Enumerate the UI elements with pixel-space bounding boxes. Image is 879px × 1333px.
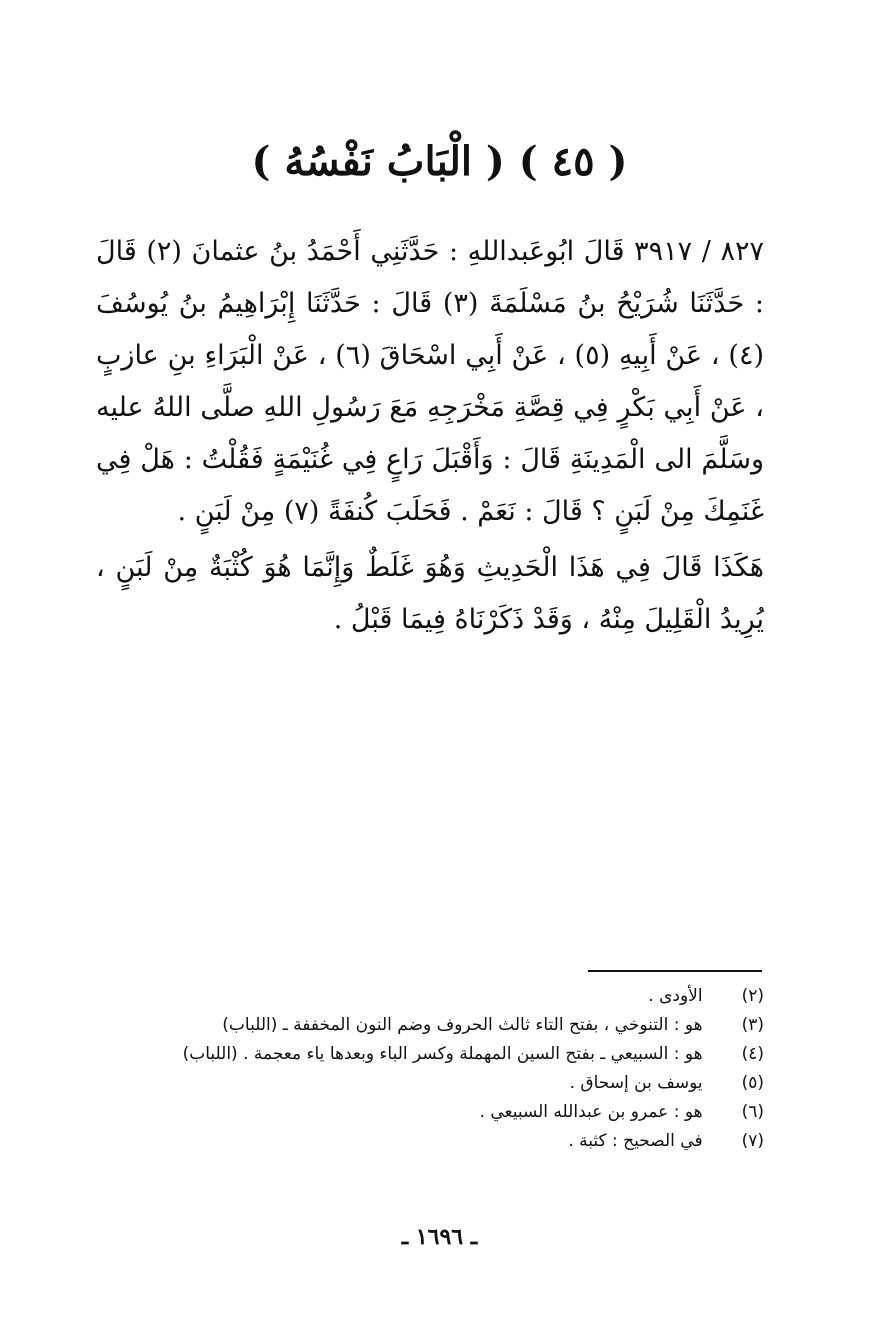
footnotes-list [96,982,764,1156]
footnote-item [96,1127,764,1156]
footnote-item [96,1011,764,1040]
footnote-number: (٥) [741,1073,764,1093]
footnote-text: هو : التنوخي ، بفتح التاء ثالث الحروف وضم النون المخففة ـ (اللباب) [222,1015,703,1035]
footnote-number: (٢) [741,986,764,1006]
footnote-item [96,1040,764,1069]
footnote-text: الأودى . [648,986,703,1006]
footnote-number: (٣) [741,1015,764,1035]
commentary-text: هَكَذَا قَالَ فِي هَذَا الْحَدِيثِ وَهُوَ غَلَطٌ وَإِنَّمَا هُوَ كُثْبَةٌ مِنْ لَبَنٍ ، يُرِيدُ الْقَلِيلَ مِنْهُ ، وَقَدْ ذَكَرْنَاهُ فِيمَا قَبْلُ . [96,552,764,635]
footnote-number: (٧) [741,1131,764,1151]
footnote-number: (٦) [741,1102,764,1122]
footnote-text: يوسف بن إسحاق . [569,1073,703,1093]
chapter-title: ( ٤٥ ) ( الْبَابُ نَفْسُهُ ) [251,138,628,185]
page-number: ـ ١٦٩٦ ـ [401,1224,478,1250]
footnote-item [96,1069,764,1098]
footnote-text: هو : السبيعي ـ بفتح السين المهملة وكسر الباء وبعدها ياء معجمة . (اللباب) [182,1044,703,1064]
hadith-text: ٨٢٧ / ٣٩١٧ قَالَ ابُوعَبداللهِ : حَدَّثَنِي أَحْمَدُ بنُ عثمانَ (٢) قَالَ : حَدَّثَنَا شُرَيْحُ بنُ مَسْلَمَةَ (٣) قَالَ : حَدَّثَنَا إِبْرَاهِيمُ بنُ يُوسُفَ (٤) ، عَنْ أَبِيهِ (٥) ، عَنْ أَبِي اسْحَاقَ (٦) ، عَنْ الْبَرَاءِ بنِ عازبٍ ، عَنْ أَبِي بَكْرٍ فِي قِصَّةِ مَخْرَجِهِ مَعَ رَسُولِ اللهِ صلَّى اللهُ عليه وسَلَّمَ الى الْمَدِينَةِ قَالَ : وَأَقْبَلَ رَاعٍ فِي غُنَيْمَةٍ فَقُلْتُ : هَلْ فِي غَنَمِكَ مِنْ لَبَنٍ ؟ قَالَ : نَعَمْ . فَحَلَبَ كُنفَةً (٧) مِنْ لَبَنٍ . [96,236,765,527]
footnote-item [96,982,764,1011]
footnote-item [96,1098,764,1127]
footnote-text: في الصحيح : كثبة . [568,1131,703,1151]
footnote-text: هو : عمرو بن عبدالله السبيعي . [479,1102,703,1122]
footnote-divider [588,970,762,972]
footnote-number: (٤) [741,1044,764,1064]
